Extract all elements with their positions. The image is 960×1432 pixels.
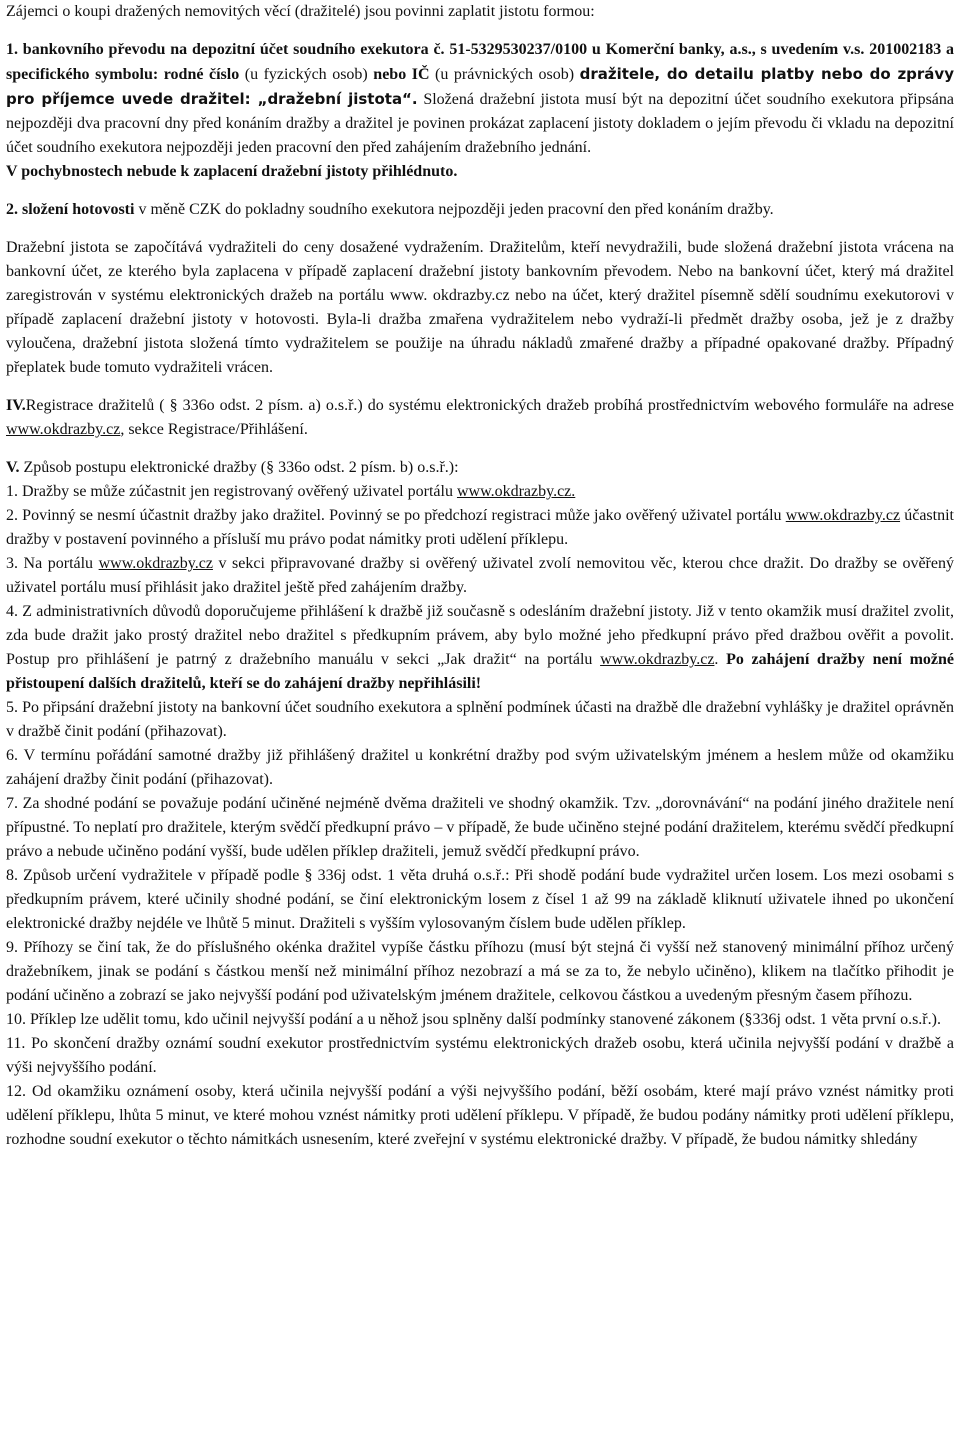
item-1-text: 1. Dražby se může zúčastnit jen registrovaný ověřený uživatel portálu xyxy=(6,483,457,500)
item-2-text-a: 2. Povinný se nesmí účastnit dražby jako dražitel. Povinný se po předchozí registraci může jako ověřený uživatel portálu xyxy=(6,507,786,524)
section-v-title: Způsob postupu elektronické dražby (§ 336o odst. 2 písm. b) o.s.ř.): xyxy=(19,459,459,476)
list-item: 10. Příklep lze udělit tomu, kdo učinil nejvyšší podání a u něhož jsou splněny další podmínky stanovené zákonem (§336j odst. 1 věta první o.s.ř.). xyxy=(6,1011,941,1028)
section-v-number: V. xyxy=(6,459,20,476)
section-iv xyxy=(6,394,954,442)
okdrazby-link[interactable]: www.okdrazby.cz. xyxy=(456,483,576,500)
cash-body: v měně CZK do pokladny soudního exekutora nejpozději jeden pracovní den před konáním dražby. xyxy=(134,201,774,218)
bank-transfer-paragraph xyxy=(6,38,954,160)
list-item xyxy=(6,504,954,552)
cash-paragraph xyxy=(6,198,954,222)
bank-transfer-tail: dražitele, do detailu platby nebo do zprávy pro příjemce uvede dražitel: „dražební jistota“. xyxy=(6,65,954,108)
list-item xyxy=(6,480,954,504)
okdrazby-link[interactable]: www.okdrazby.cz xyxy=(6,421,121,438)
bank-transfer-body: Složená dražební jistota musí být na depozitní účet soudního exekutora připsána nejpozději dva pracovní dny před konáním dražby a dražitel je povinen prokázat zaplacení jistoty dokladem o jejím převodu či vkladu na depozitní účet soudního exekutora nejpozději jeden pracovní den před zahájením dražebního jednání. xyxy=(6,91,954,156)
section-v-heading xyxy=(6,456,954,480)
bank-transfer-note: V pochybnostech nebude k zaplacení dražební jistoty přihlédnuto. xyxy=(6,163,458,180)
okdrazby-link[interactable]: www.okdrazby.cz xyxy=(98,555,213,572)
list-item: 12. Od okamžiku oznámení osoby, která učinila nejvyšší podání a výši nejvyššího podání, běží osobám, které mají právo vznést námitky proti udělení příklepu, lhůta 5 minut, ve které mohou vznést námitky proti udělení příklepu. V případě, že budou podány námitky proti udělení příklepu, rozhodne soudní exekutor o těchto námitkách usnesením, které zveřejní v systému elektronické dražby. V případě, že budou námitky shledány xyxy=(6,1083,954,1148)
section-iv-number: IV. xyxy=(6,397,26,414)
list-item: 11. Po skončení dražby oznámí soudní exekutor prostřednictvím systému elektronických dražeb osobu, která učinila nejvyšší podání v dražbě a výši nejvyššího podání. xyxy=(6,1035,954,1076)
item-4-dot: . xyxy=(714,651,719,668)
intro-text: Zájemci o koupi dražených nemovitých věcí (dražitelé) jsou povinni zaplatit jistotu formou: xyxy=(6,3,595,20)
bank-transfer-mid2: nebo IČ xyxy=(373,66,430,83)
deposit-paragraph: Dražební jistota se započítává vydražiteli do ceny dosažené vydražením. Dražitelům, kteří nevydražili, bude složená dražební jistota vrácena na bankovní účet, ze kterého byla zaplacena v případě zaplacení dražební jistoty bankovním převodem. Nebo na bankovní účet, který má dražitel zaregistrován v systému elektronických dražeb na portálu www. okdrazby.cz nebo na účet, který dražitel písemně sdělí soudnímu exekutorovi v případě zaplacení dražební jistoty v hotovosti. Byla-li dražba zmařena vydražitelem nebo vydraží-li předmět dražby osoba, jež je z dražby vyloučena, dražební jistota složená tímto vydražitelem se použije na úhradu nákladů zmařené dražby a případné opakované dražby. Případný přeplatek bude tomuto vydražiteli vrácen. xyxy=(6,239,954,376)
bank-transfer-head: 1. bankovního převodu na depozitní účet soudního exekutora č. 51-5329530237/0100 u Komerční banky, a.s., s uvedením v.s. 201002183 a specifického symbolu: rodné číslo xyxy=(6,41,954,83)
section-iv-text-b: , sekce Registrace/Přihlášení. xyxy=(120,421,308,438)
bank-transfer-mid3: (u právnických osob) xyxy=(429,66,580,83)
okdrazby-link[interactable]: www.okdrazby.cz xyxy=(600,651,715,668)
list-item: 6. V termínu pořádání samotné dražby již přihlášený dražitel u konkrétní dražby pod svým uživatelským jménem a heslem může od okamžiku zahájení dražby činit podání (přihazovat). xyxy=(6,747,954,788)
item-3-text-b: v sekci připravované dražby si ověřený uživatel zvolí nemovitou věc, kterou chce dražit. Do dražby se ověřený uživatel portálu musí přihlásit jako dražitel ještě před zahájením dražby. xyxy=(6,555,954,596)
item-4-bold-warning: Po zahájení dražby není možné přistoupení dalších dražitelů, kteří se do zahájení dražby nepřihlásili! xyxy=(6,651,955,692)
list-item: 5. Po připsání dražební jistoty na bankovní účet soudního exekutora a splnění podmínek účasti na dražbě dle dražební vyhlášky je dražitel oprávněn v dražbě činit podání (přihazovat). xyxy=(6,699,954,740)
list-item: 8. Způsob určení vydražitele v případě podle § 336j odst. 1 věta druhá o.s.ř.: Při shodě podání bude vydražitel určen losem. Los mezi osobami s předkupním právem, které učinily shodné podání, se činí elektronickým losem z čísel 1 až 99 na základě kliknutí uživatele ihned po ukončení elektronické dražby nejdéle ve lhůtě 5 minut. Dražiteli s vyšším vylosovaným číslem bude udělen příklep. xyxy=(6,867,954,932)
cash-head: 2. složení hotovosti xyxy=(6,201,135,218)
item-2-text-b: účastnit dražby v postavení povinného a přísluší mu právo podat námitky proti udělení příklepu. xyxy=(6,507,954,548)
okdrazby-link[interactable]: www.okdrazby.cz xyxy=(785,507,901,524)
item-4-text-a: 4. Z administrativních důvodů doporučujeme přihlášení k dražbě již současně s odesláním dražební jistoty. Již v tento okamžik musí dražitel zvolit, zda bude dražit jako prostý dražitel nebo dražitel s předkupním právem, aby bylo možné jeho předkupní právo před dražbou ověřit a povolit. Postup pro přihlášení je patrný z dražebního manuálu v sekci „Jak dražit“ na portálu xyxy=(6,603,954,668)
bank-transfer-mid1: (u fyzických osob) xyxy=(239,66,374,83)
item-3-text-a: 3. Na portálu xyxy=(6,555,99,572)
list-item: 7. Za shodné podání se považuje podání učiněné nejméně dvěma dražiteli ve shodný okamžik. Tzv. „dorovnávání“ na podání jiného dražitele není přípustné. To neplatí pro dražitele, kterým svědčí předkupní právo – v případě, že bude učiněno stejné podání dražitelem, kterému svědčí předkupní právo a nebude učiněno podání vyšší, bude udělen příklep dražiteli, jemuž svědčí předkupní právo. xyxy=(6,795,954,860)
list-item xyxy=(6,600,954,696)
list-item xyxy=(6,552,954,600)
section-iv-text-a: Registrace dražitelů ( § 336o odst. 2 písm. a) o.s.ř.) do systému elektronických dražeb probíhá prostřednictvím webového formuláře na adrese xyxy=(25,397,954,414)
list-item: 9. Příhozy se činí tak, že do příslušného okénka dražitel vypíše částku příhozu (musí být stejná či vyšší než stanovený minimální příhoz určený dražebníkem, jinak se podání s částkou menší než minimální příhoz nezobrazí a má se za to, že nebylo učiněno), klikem na tlačítko přihodit je podání učiněno a zobrazí se jako nejvyšší podání pod uživatelským jménem dražitele, celkovou částkou a uvedeným přesným časem příhozu. xyxy=(6,939,954,1004)
